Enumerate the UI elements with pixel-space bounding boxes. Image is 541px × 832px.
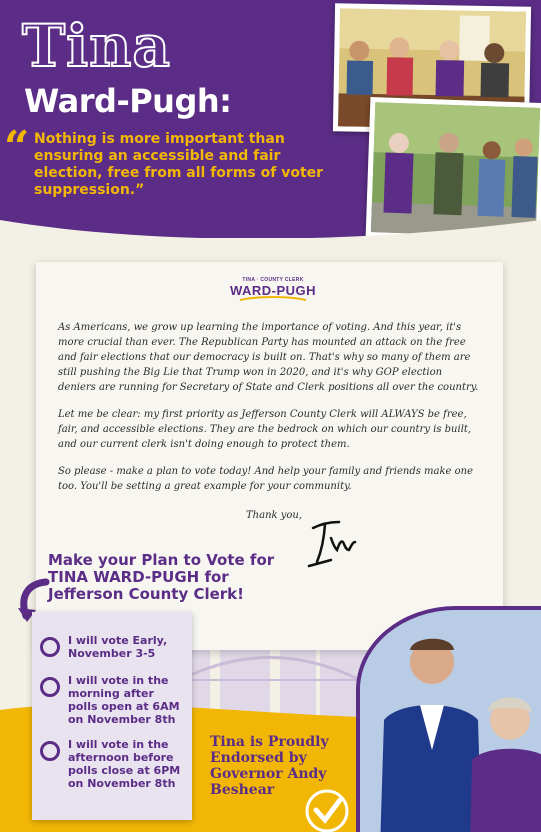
header-wave <box>0 200 541 238</box>
vote-plan-checklist <box>32 612 192 820</box>
quote-mark-icon: “ <box>4 122 30 173</box>
letter-closing: Thank you, <box>246 510 303 521</box>
vote-option-afternoon[interactable] <box>40 738 183 790</box>
vote-option-label: I will vote in the afternoon before polls close at 6PM on November 8th <box>68 738 181 790</box>
header-banner <box>0 0 541 238</box>
endorsement-photo <box>356 606 541 832</box>
vote-option-morning[interactable] <box>40 674 183 726</box>
vote-option-early[interactable] <box>40 634 183 660</box>
endorsement-text: Tina is Proudly Endorsed by Governor Andy Beshear <box>210 734 329 798</box>
vote-option-label: I will vote in the morning after polls open at 6AM on November 8th <box>68 674 180 726</box>
candidate-first-name: Tina <box>22 12 171 80</box>
endorsement-photo-illustration <box>360 610 541 832</box>
letter-paragraph: As Americans, we grow up learning the importance of voting. And this year, it's more crucial than ever. The Republican Party has mounted an attack on the free and fair elections that our democracy is built on. That's why so many of them are still pushing the Big Lie that Trump won in 2020, and it's why GOP election deniers are running for Secretary of State and Clerk positions all over the country. <box>58 322 479 393</box>
candidate-quote: Nothing is more important than ensuring an accessible and fair election, free from all forms of voter suppression.” <box>34 131 324 198</box>
candidate-last-name: Ward-Pugh: <box>24 82 232 120</box>
checkbox-circle-icon[interactable] <box>40 741 60 761</box>
campaign-logo <box>228 277 318 302</box>
letter-paragraph: Let me be clear: my first priority as Jefferson County Clerk will ALWAYS be free, fair, and accessible elections. They are the bedrock on which our country is built, and our current clerk isn't doing enough to protect them. <box>58 409 472 450</box>
plan-to-vote-heading: Make your Plan to Vote for TINA WARD-PUGH for Jefferson County Clerk! <box>48 551 275 603</box>
logo-subtitle: TINA · COUNTY CLERK <box>242 277 304 283</box>
vote-option-label: I will vote Early, November 3-5 <box>68 634 168 660</box>
letter-body <box>58 320 483 506</box>
checkmark-icon <box>304 788 350 832</box>
checkbox-circle-icon[interactable] <box>40 677 60 697</box>
logo-name: WARD-PUGH <box>229 283 317 298</box>
letter-paragraph: So please - make a plan to vote today! And help your family and friends make one too. You'll be setting a great example for your community. <box>58 466 474 492</box>
checkbox-circle-icon[interactable] <box>40 637 60 657</box>
